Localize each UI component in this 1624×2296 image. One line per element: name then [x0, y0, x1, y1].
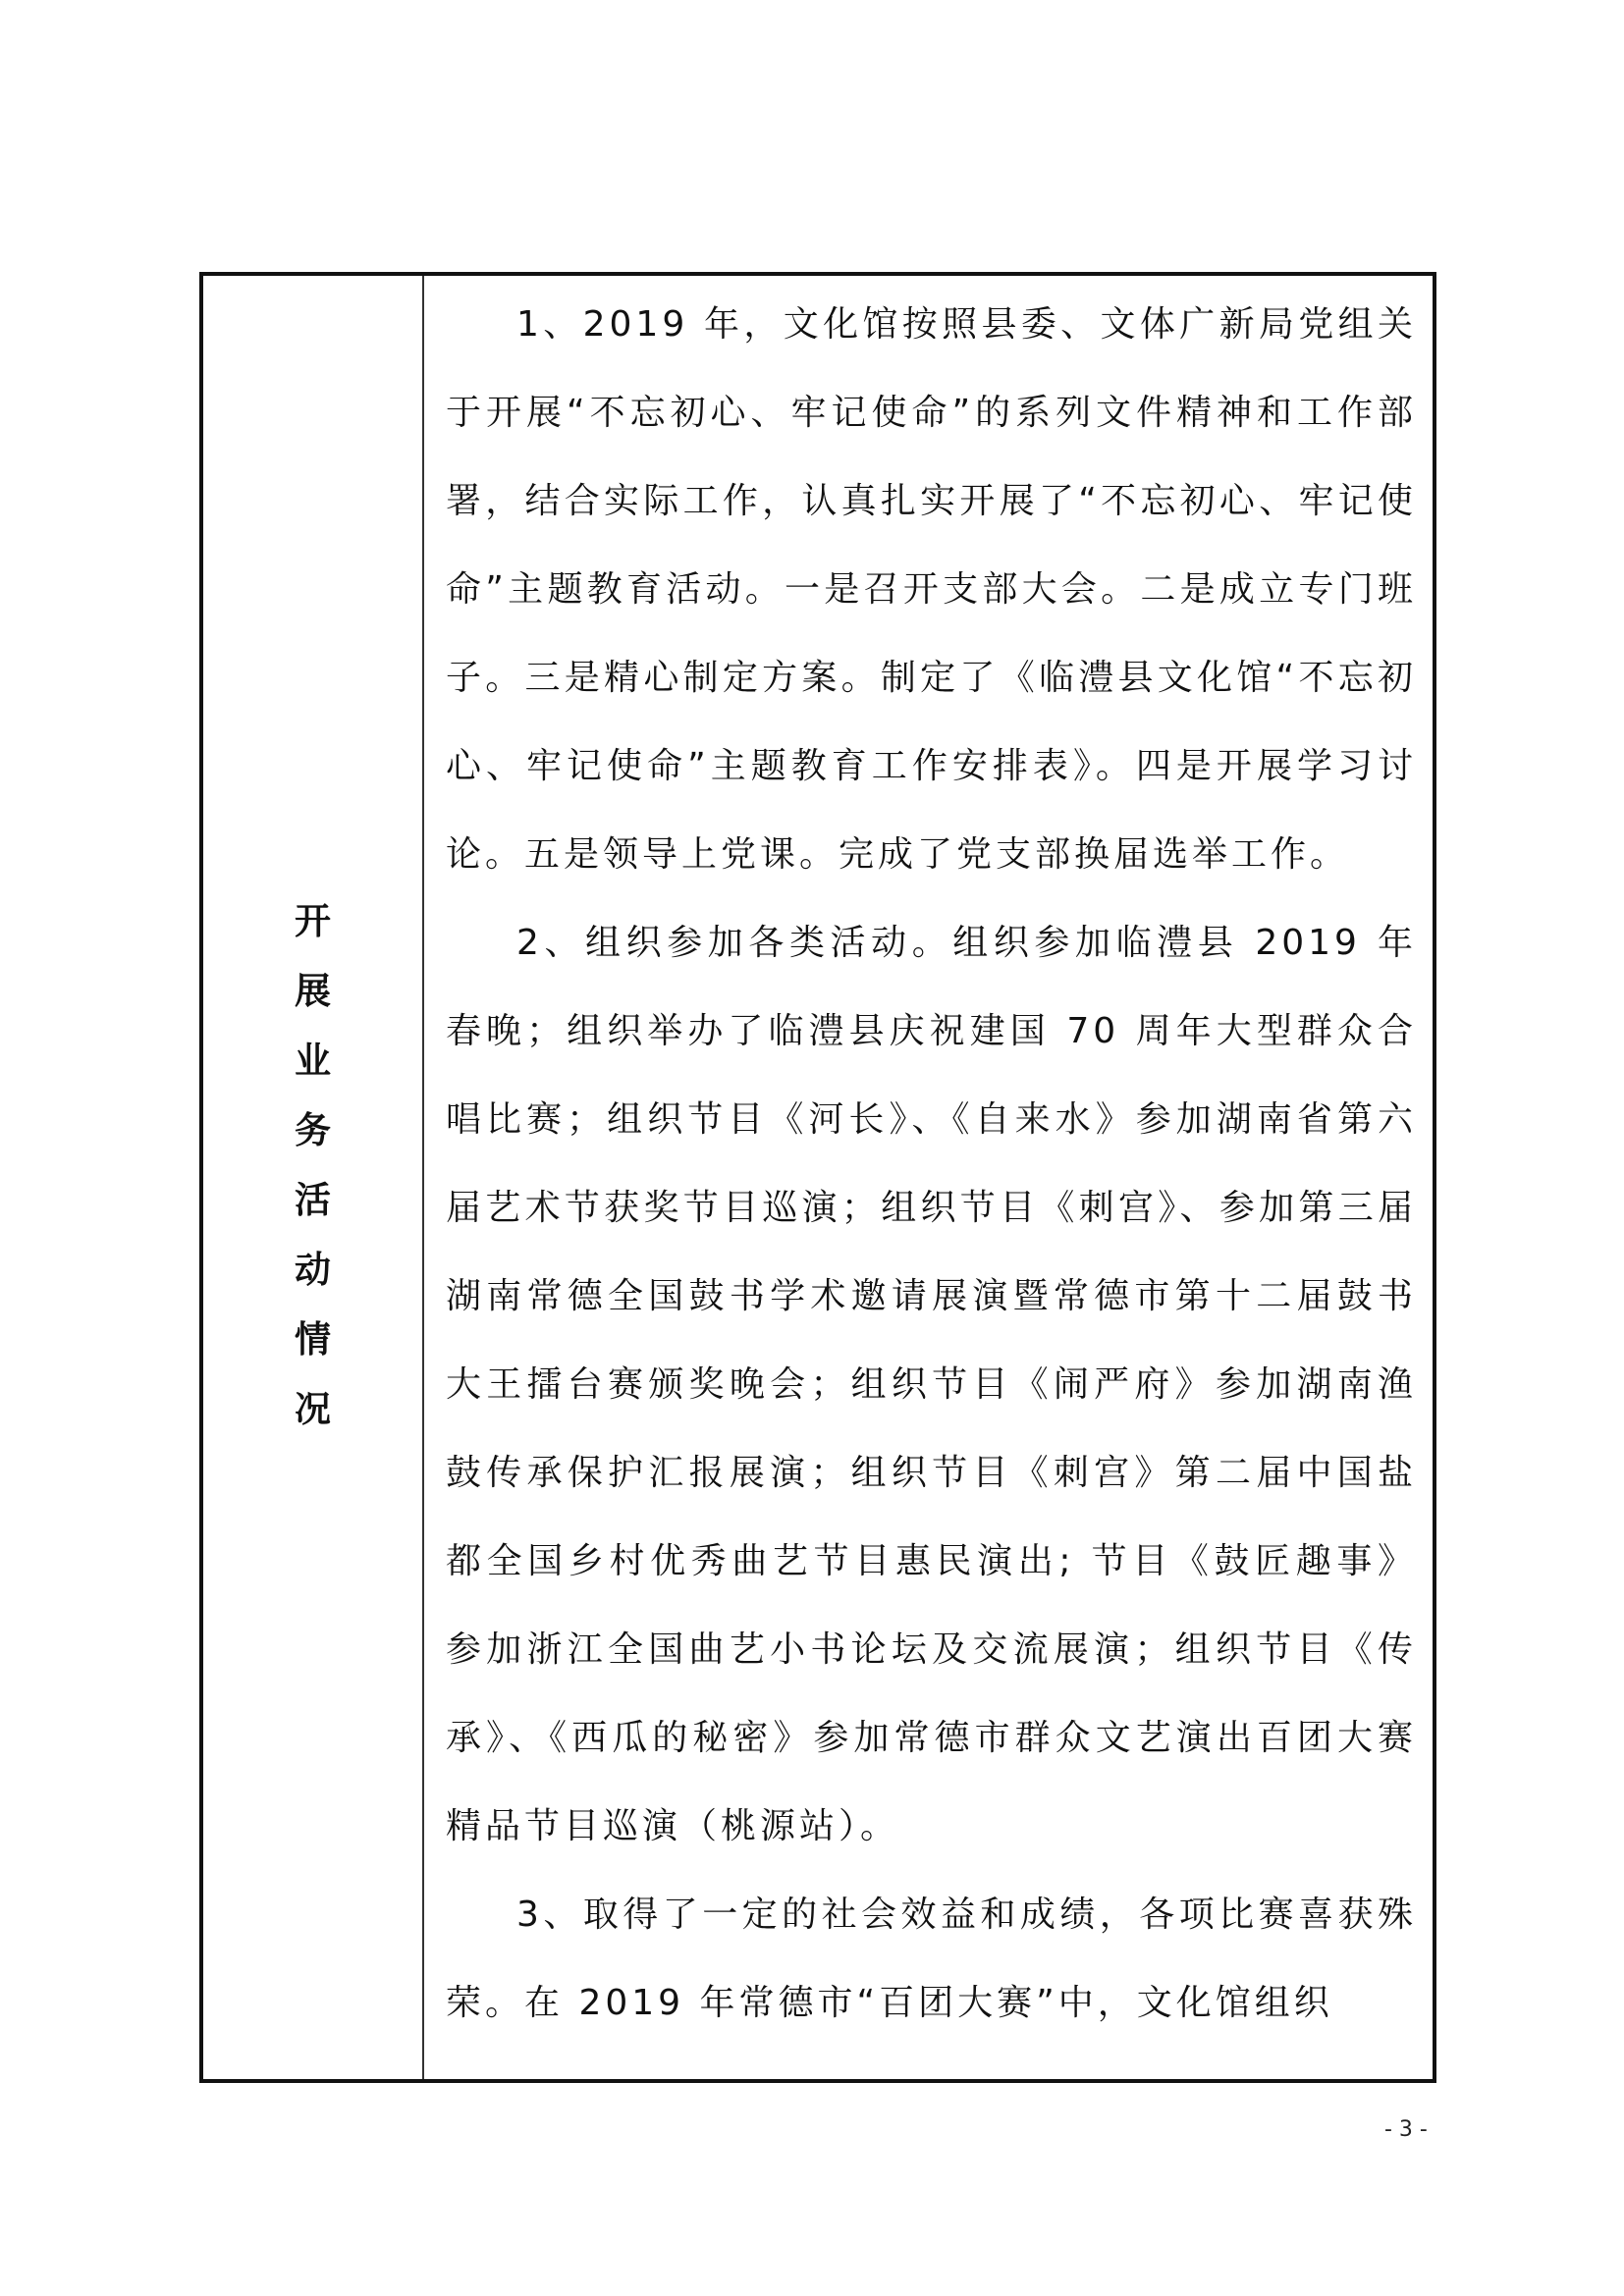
page-number: - 3 -: [1384, 2117, 1428, 2142]
section-label-char: 况: [295, 1388, 331, 1430]
section-label-cell: [203, 276, 424, 2079]
section-label-char: 务: [295, 1109, 331, 1151]
content-cell: [424, 276, 1433, 2079]
section-label-char: 展: [295, 970, 331, 1012]
section-label-char: 动: [295, 1249, 331, 1291]
paragraph-party-education: 1、2019 年，文化馆按照县委、文体广新局党组关于开展“不忘初心、牢记使命”的系列文件精神和工作部署，结合实际工作，认真扎实开展了“不忘初心、牢记使命”主题教育活动。一是召开支部大会。二是成立专门班子。三是精心制定方案。制定了《临澧县文化馆“不忘初心、牢记使命”主题教育工作安排表》。四是开展学习讨论。五是领导上党课。完成了党支部换届选举工作。: [446, 304, 1417, 875]
section-label-char: 活: [295, 1179, 331, 1221]
section-label-char: 业: [295, 1040, 331, 1082]
report-table: [199, 272, 1436, 2083]
section-label-char: 情: [295, 1318, 331, 1361]
paragraph-activities: 2、组织参加各类活动。组织参加临澧县 2019 年春晚；组织举办了临澧县庆祝建国 70 周年大型群众合唱比赛；组织节目《河长》、《自来水》参加湖南省第六届艺术节获奖节目巡演；组织节目《刺宫》、参加第三届湖南常德全国鼓书学术邀请展演暨常德市第十二届鼓书大王擂台赛颁奖晚会；组织节目《闹严府》参加湖南渔鼓传承保护汇报展演；组织节目《刺宫》第二届中国盐都全国乡村优秀曲艺节目惠民演出; 节目《鼓匠趣事》参加浙江全国曲艺小书论坛及交流展演；组织节目《传承》、《西瓜的秘密》参加常德市群众文艺演出百团大赛精品节目巡演（桃源站）。: [446, 923, 1417, 1846]
section-label: [203, 886, 422, 1444]
section-label-char: 开: [295, 900, 331, 942]
paragraph-achievements: 3、取得了一定的社会效益和成绩，各项比赛喜获殊荣。在 2019 年常德市“百团大赛”中，文化馆组织: [446, 1895, 1417, 2023]
